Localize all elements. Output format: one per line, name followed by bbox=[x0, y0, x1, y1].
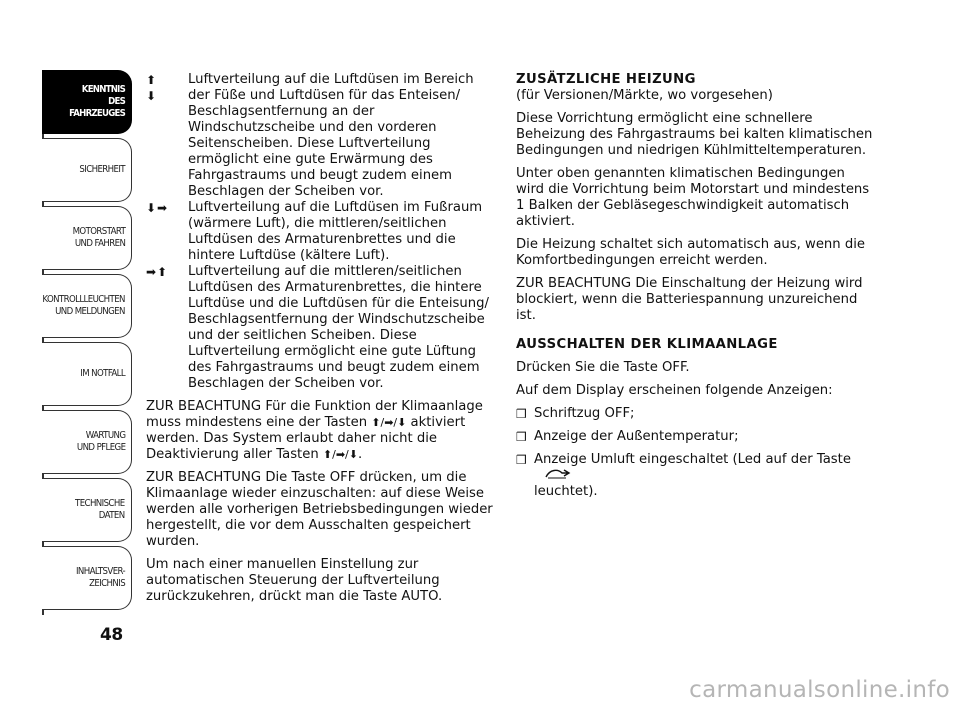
list-item-text: Schriftzug OFF; bbox=[534, 406, 635, 421]
checkbox-bullet-icon: ❒ bbox=[516, 407, 527, 421]
checkbox-bullet-icon: ❒ bbox=[516, 430, 527, 444]
page-number: 48 bbox=[100, 625, 123, 645]
tab-label: MOTORSTART UND FAHREN bbox=[72, 226, 125, 249]
air-buttons-icon: ⬆/➡/⬇ bbox=[322, 448, 358, 461]
tab-sicherheit[interactable] bbox=[42, 138, 132, 202]
section-heading: ZUSÄTZLICHE HEIZUNG bbox=[516, 72, 696, 87]
air-buttons-icon: ⬆/➡/⬇ bbox=[371, 416, 407, 429]
body-paragraph: Unter oben genannten klimatischen Bedingungen wird die Vorrichtung beim Motorstart und mindestens 1 Balken der Gebläsegeschwindigkeit automatisch aktiviert. bbox=[516, 166, 870, 229]
air-distribution-text: Luftverteilung auf die mittleren/seitlichen Luftdüsen des Armaturenbrettes, die hintere Luftdüse und die Luftdüsen für die Enteisung/ Beschlagsentfernung der Windschutzscheibe und der seitlichen Scheiben. Diese Luftverteilung ermöglicht eine gute Lüftung des Fahrgastraums und beugt zudem einem Beschlagen der Scheiben vor. bbox=[188, 264, 489, 391]
tab-label: KENNTNIS DES FAHRZEUGES bbox=[69, 84, 125, 119]
list-item bbox=[516, 406, 876, 422]
list-item-text bbox=[534, 452, 876, 500]
checkbox-bullet-icon: ❒ bbox=[516, 453, 527, 467]
tab-label: IM NOTFALL bbox=[80, 368, 125, 379]
tab-label: WARTUNG UND PFLEGE bbox=[76, 430, 125, 453]
air-down-right-icon: ⬇➡ bbox=[146, 201, 169, 215]
air-up-down-icon: ⬆ ⬇ bbox=[146, 73, 158, 103]
tab-kontrollleuchten-und-meldungen[interactable] bbox=[42, 274, 132, 338]
air-distribution-text: Luftverteilung auf die Luftdüsen im Fußraum (wärmere Luft), die mittleren/seitlichen Luftdüsen des Armaturenbrettes und die hintere Luftdüse (kältere Luft). bbox=[188, 200, 483, 263]
recirculation-icon bbox=[544, 468, 572, 480]
air-distribution-item bbox=[146, 200, 498, 264]
left-column bbox=[146, 72, 498, 612]
body-paragraph: ZUR BEACHTUNG Die Einschaltung der Heizung wird blockiert, wenn die Batteriespannung unzureichend ist. bbox=[516, 276, 863, 323]
tab-label: INHALTSVER- ZEICHNIS bbox=[75, 566, 125, 589]
tab-inhaltsverzeichnis[interactable] bbox=[42, 546, 132, 610]
note-text: ZUR BEACHTUNG Für die Funktion der Klimaanlage muss mindestens eine der Tasten bbox=[146, 399, 483, 430]
tab-im-notfall[interactable] bbox=[42, 342, 132, 406]
tab-wartung-und-pflege[interactable] bbox=[42, 410, 132, 474]
section-subtitle: (für Versionen/Märkte, wo vorgesehen) bbox=[516, 88, 773, 103]
list-item-text: Anzeige der Außentemperatur; bbox=[534, 429, 739, 444]
body-paragraph: Die Heizung schaltet sich automatisch aus, wenn die Komfortbedingungen erreicht werden. bbox=[516, 237, 865, 268]
section-heading: AUSSCHALTEN DER KLIMAANLAGE bbox=[516, 337, 778, 352]
tab-kenntnis-des-fahrzeuges[interactable] bbox=[42, 70, 132, 134]
list-item bbox=[516, 429, 876, 445]
air-distribution-item bbox=[146, 72, 498, 200]
note-paragraph bbox=[146, 399, 498, 463]
note-paragraph: ZUR BEACHTUNG Die Taste OFF drücken, um die Klimaanlage wieder einzuschalten: auf diese Weise werden alle vorherigen Betriebsbedingungen wieder hergestellt, die vor dem Ausschalten gespeichert wurden. bbox=[146, 470, 493, 549]
list-item-text-part: leuchtet). bbox=[534, 484, 598, 499]
list-item bbox=[516, 452, 876, 500]
watermark: carmanualsonline.info bbox=[689, 677, 950, 703]
air-right-up-icon: ➡⬆ bbox=[146, 265, 169, 279]
tab-label: TECHNISCHE DATEN bbox=[75, 498, 125, 521]
air-distribution-item bbox=[146, 264, 498, 392]
air-distribution-text: Luftverteilung auf die Luftdüsen im Bereich der Füße und Luftdüsen für das Enteisen/ Beschlagsentfernung an der Windschutzscheibe und den vorderen Seitenscheiben. Diese Luftverteilung ermöglicht eine gute Erwärmung des Fahrgastraums und beugt zudem einem Beschlagen der Scheiben vor. bbox=[188, 72, 474, 199]
body-paragraph: Auf dem Display erscheinen folgende Anzeigen: bbox=[516, 383, 833, 398]
note-paragraph: Um nach einer manuellen Einstellung zur automatischen Steuerung der Luftverteilung zurückzukehren, drückt man die Taste AUTO. bbox=[146, 557, 443, 604]
list-item-text-part: Anzeige Umluft eingeschaltet (Led auf der Taste bbox=[534, 452, 851, 467]
right-column bbox=[516, 72, 876, 507]
body-paragraph: Drücken Sie die Taste OFF. bbox=[516, 360, 690, 375]
tab-label: KONTROLLLEUCHTEN UND MELDUNGEN bbox=[42, 294, 125, 317]
tab-technische-daten[interactable] bbox=[42, 478, 132, 542]
note-text: aktiviert werden. Das System erlaubt daher nicht die Deaktivierung aller Tasten bbox=[146, 415, 466, 462]
body-paragraph: Diese Vorrichtung ermöglicht eine schnellere Beheizung des Fahrgastraums bei kalten klimatischen Bedingungen und niedrigen Kühlmitteltemperaturen. bbox=[516, 111, 873, 158]
tab-motorstart-und-fahren[interactable] bbox=[42, 206, 132, 270]
tab-label: SICHERHEIT bbox=[79, 164, 125, 175]
note-text: . bbox=[357, 447, 363, 462]
